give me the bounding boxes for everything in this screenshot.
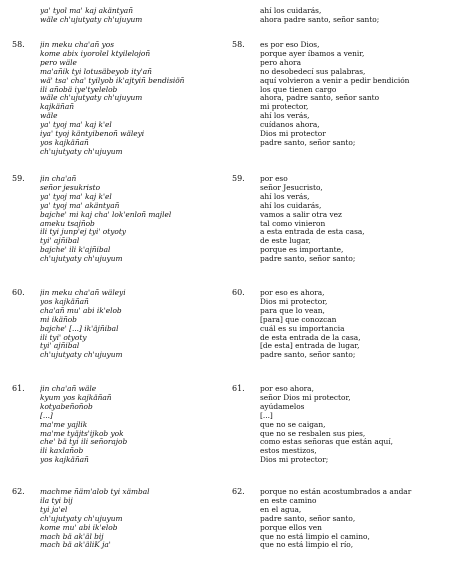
tsotsil-line: ya' tyol ma' kaj akäntyañ [40,7,133,15]
verse-number: 60. [232,288,245,297]
spanish-line: vamos a salir otra vez [260,210,342,219]
spanish-line: estos mestizos, [260,447,317,456]
spanish-line: a esta entrada de esta casa, [260,228,365,237]
tsotsil-line: kyum yos kajkäñañ [40,393,112,402]
spanish-line: ahora, padre santo, señor santo [260,94,380,103]
tsotsil-line: ili añobä iye'tyelelob [40,85,118,94]
spanish-line: [de esta] entrada de lugar, [260,342,360,351]
tsotsil-line: ma'me yajlik [40,420,88,429]
spanish-column [260,41,448,148]
spanish-line: Dios mi protector, [260,297,328,306]
tsotsil-line: pero wäle [40,58,77,67]
spanish-line: padre santo, señor santo; [260,255,356,264]
tsotsil-column [40,41,228,157]
tsotsil-line: yos kajkäñañ [40,456,89,465]
spanish-line: es por eso Dios, [260,41,320,49]
spanish-line: porque ellos ven [260,523,322,532]
tsotsil-line: ili tyi' otyoty [40,333,87,342]
tsotsil-line: yos kajkäñañ [40,297,89,306]
tsotsil-line: wäle ch'ujutyaty ch'ujuyum [40,15,143,24]
spanish-line: los que tienen cargo [260,85,337,94]
spanish-line: ahí los cuidarás, [260,7,322,15]
tsotsil-column [40,385,228,465]
spanish-line: porque no están acostumbrados a andar [260,488,412,496]
tsotsil-line: ch'ujutyaty ch'ujuyum [40,255,123,264]
spanish-line: para que lo vean, [260,306,325,315]
spanish-line: por eso [260,175,288,183]
verse-number: 61. [12,384,25,393]
tsotsil-line: ili tyi junp'ej tyi' otyoty [40,228,126,237]
spanish-line: de este lugar, [260,237,311,246]
spanish-line: [...] [260,411,273,420]
tsotsil-line: ch'ujutyaty ch'ujuyum [40,351,123,360]
tsotsil-line: wäle ch'ujutyaty ch'ujuyum [40,94,143,103]
spanish-line: que no se caigan, [260,420,326,429]
spanish-line: ahí los verás, [260,112,310,121]
spanish-column [260,175,448,264]
spanish-line: señor Jesucristo, [260,183,323,192]
spanish-line: [para] que conozcan [260,315,337,324]
tsotsil-line: tyi ja'el [40,505,68,514]
spanish-line: Dios mi protector; [260,456,329,465]
tsotsil-line: mach bä ak'äl bij [40,532,104,541]
spanish-column [260,488,448,550]
tsotsil-line: tyi' ajñibal [40,237,80,246]
tsotsil-line: bajche' [...] ik'äjñibal [40,324,119,333]
spanish-line: que no está limpio el río, [260,541,354,550]
verse-number: 60. [12,288,25,297]
verse-number: 62. [12,487,25,496]
spanish-line: por eso ahora, [260,385,314,393]
spanish-line: ahora padre santo, señor santo; [260,15,380,24]
verse-number: 58. [12,40,25,49]
tsotsil-line: tyi' ajñibal [40,342,80,351]
tsotsil-line: wä' tsa' cha' tyilyob ik'ajtyiñ bendisiöñ [40,76,185,85]
tsotsil-line: yos kajkäñañ [40,138,89,147]
spanish-line: padre santo, señor santo; [260,138,356,147]
tsotsil-line: mach bä ak'äliK ja' [40,541,111,550]
spanish-line: señor Dios mi protector, [260,393,351,402]
spanish-column [260,289,448,360]
spanish-line: ahí los cuidarás, [260,201,322,210]
spanish-line: padre santo, señor santo, [260,514,356,523]
tsotsil-column [40,175,228,264]
tsotsil-line: mi ikäñob [40,315,77,324]
tsotsil-column [40,7,228,25]
verse-number: 58. [232,40,245,49]
tsotsil-line: [...] [40,411,53,420]
spanish-line: ahí los verás, [260,192,310,201]
tsotsil-line: jin meku cha'añ wäleyi [40,289,126,297]
tsotsil-line: machme ñäm'alob tyi xämbal [40,488,150,496]
spanish-line: en el agua, [260,505,302,514]
spanish-line: padre santo, señor santo; [260,351,356,360]
tsotsil-line: kome mu' abi ik'elob [40,523,118,532]
tsotsil-line: ya' tyoj ma' akäntyañ [40,201,120,210]
tsotsil-line: bajche' mi kaj cha' lok'enloñ majlel [40,210,172,219]
spanish-line: ayúdamelos [260,402,305,411]
spanish-line: como estas señoras que están aquí, [260,438,394,447]
verse-number: 62. [232,487,245,496]
spanish-line: aquí volvieron a venir a pedir bendición [260,76,410,85]
tsotsil-line: cha'añ mu' abi ik'elob [40,306,122,315]
spanish-line: tal como vinieron [260,219,326,228]
spanish-line: que no está limpio el camino, [260,532,370,541]
tsotsil-line: ya' tyoj ma' kaj k'el [40,192,112,201]
spanish-line: mi protector, [260,103,309,112]
tsotsil-line: che' bä tyi ili señorajob [40,438,128,447]
tsotsil-line: ila tyi bij [40,496,73,505]
tsotsil-line: jin cha'añ [40,175,77,183]
tsotsil-line: ya' tyoj ma' kaj k'el [40,121,112,130]
verse-number: 59. [232,174,245,183]
spanish-column [260,7,448,25]
tsotsil-line: jin meku cha'añ yos [40,41,115,49]
tsotsil-column [40,289,228,360]
tsotsil-line: wäle [40,112,58,121]
spanish-line: cuídanos ahora, [260,121,320,130]
spanish-line: por eso es ahora, [260,289,325,297]
tsotsil-line: ch'ujutyaty ch'ujuyum [40,147,123,156]
tsotsil-line: ili kaxlañob [40,447,84,456]
spanish-line: Dios mi protector [260,130,326,139]
tsotsil-line: ma'me tyäjts'ijkob yok [40,429,124,438]
spanish-line: que no se resbalen sus pies, [260,429,366,438]
verse-number: 61. [232,384,245,393]
tsotsil-line: kome abix iyorolel ktyilelojoñ [40,49,151,58]
tsotsil-line: bajche' ili k'ajñibal [40,246,111,255]
tsotsil-line: señor jesukristo [40,183,101,192]
tsotsil-line: kotyabeñoñob [40,402,93,411]
spanish-line: no desobedecí sus palabras, [260,67,366,76]
tsotsil-line: kajkäñañ [40,103,74,112]
spanish-line: de esta entrada de la casa, [260,333,361,342]
verse-number: 59. [12,174,25,183]
tsotsil-line: iya' tyoj käntyibenoñ wäleyi [40,130,145,139]
spanish-line: cuál es su importancia [260,324,345,333]
tsotsil-line: ma'añik tyi lotusäbeyob ity'añ [40,67,152,76]
tsotsil-line: jin cha'añ wäle [40,385,97,393]
tsotsil-column [40,488,228,550]
tsotsil-line: ch'ujutyaty ch'ujuyum [40,514,123,523]
spanish-column [260,385,448,465]
spanish-line: en este camino [260,496,317,505]
spanish-line: pero ahora [260,58,301,67]
tsotsil-line: ameku tsajñob [40,219,95,228]
spanish-line: porque ayer íbamos a venir, [260,49,365,58]
spanish-line: porque es importante, [260,246,344,255]
